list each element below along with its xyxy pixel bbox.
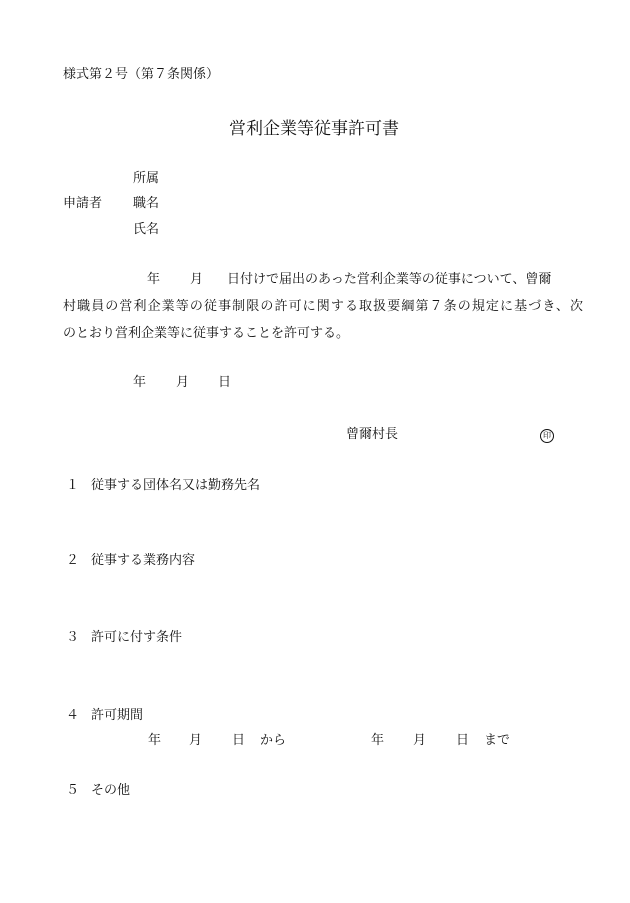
date-day: 日 [218,375,232,390]
form-number: 様式第２号（第７条関係） [63,67,220,82]
period-from-word: から [260,733,287,748]
body-paragraph [63,266,583,347]
period-to-year: 年 [371,733,385,748]
period-to-day: 日 [456,733,470,748]
date-month: 月 [176,375,190,390]
affiliation-label: 所属 [133,171,160,186]
period-to-word: まで [484,733,511,748]
period-from-day: 日 [232,733,246,748]
body-line-3: のとおり営利企業等に従事することを許可する。 [63,326,350,341]
item-3-label: 許可に付す条件 [91,630,183,645]
body-line-2: 村職員の営利企業等の従事制限の許可に関する取扱要綱第７条の規定に基づき、次 [63,299,583,314]
item-1-number: １ [66,478,80,493]
document-title: 営利企業等従事許可書 [229,119,399,139]
item-5-label: その他 [91,783,131,798]
date-year: 年 [133,375,147,390]
period-from-month: 月 [189,733,203,748]
body-year: 年 [147,272,161,287]
issuer-name: 曾爾村長 [346,427,399,442]
body-month: 月 [190,272,204,287]
item-2-label: 従事する業務内容 [91,553,196,568]
period-from-year: 年 [148,733,162,748]
seal-icon: 印 [540,429,554,443]
item-4-number: ４ [66,708,80,723]
position-label: 職名 [133,196,160,211]
item-3-number: ３ [66,630,80,645]
name-label: 氏名 [133,222,160,237]
seal-mark [540,427,554,443]
item-4-label: 許可期間 [91,708,144,723]
item-2-number: ２ [66,553,80,568]
applicant-label: 申請者 [63,196,103,211]
item-5-number: ５ [66,783,80,798]
body-line-1-text: 日付けで届出のあった営利企業等の従事について、曾爾 [227,272,552,287]
item-1-label: 従事する団体名又は勤務先名 [91,478,261,493]
body-line-1 [63,266,583,293]
period-to-month: 月 [413,733,427,748]
